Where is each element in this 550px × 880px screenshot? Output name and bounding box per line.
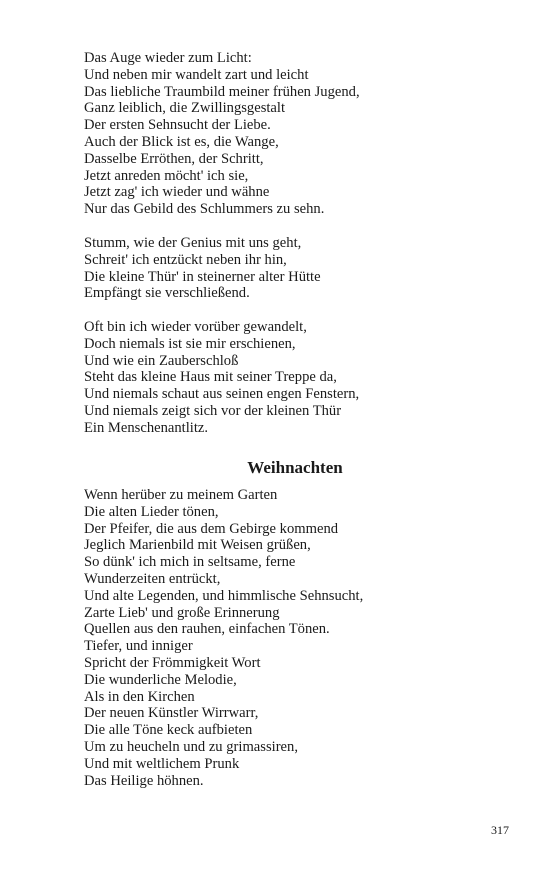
poem-line: Und neben mir wandelt zart und leicht (84, 66, 309, 83)
poem-line: Als in den Kirchen (84, 688, 195, 705)
poem-line: Das liebliche Traumbild meiner frühen Jugend, (84, 83, 360, 100)
poem-line: Stumm, wie der Genius mit uns geht, (84, 235, 302, 251)
poem-line: Das Auge wieder zum Licht: (84, 50, 252, 66)
poem-line: Wunderzeiten entrückt, (84, 570, 221, 587)
poem-line: Der ersten Sehnsucht der Liebe. (84, 117, 271, 134)
poem-line: Tiefer, und inniger (84, 638, 193, 655)
poem-line: Jetzt anreden möcht' ich sie, (84, 167, 249, 184)
poem-line: Die alten Lieder tönen, (84, 503, 219, 520)
poem-stanza-2 (84, 235, 321, 302)
poem-line: Und niemals schaut aus seinen engen Fenstern, (84, 386, 360, 403)
poem-line: Quellen aus den rauhen, einfachen Tönen. (84, 621, 330, 638)
poem-line: Wenn herüber zu meinem Garten (84, 487, 278, 503)
poem-line: Der Pfeifer, die aus dem Gebirge kommend (84, 520, 339, 537)
poem-line: So dünk' ich mich in seltsame, ferne (84, 554, 296, 571)
poem-line: Empfängt sie verschließend. (84, 285, 250, 302)
poem-line: Um zu heucheln und zu grimassiren, (84, 738, 298, 755)
poem-line: Schreit' ich entzückt neben ihr hin, (84, 251, 287, 268)
poem-line: Und alte Legenden, und himmlische Sehnsucht, (84, 587, 364, 604)
poem-line: Ein Menschenantlitz. (84, 419, 209, 436)
poem-title: Weihnachten (247, 458, 343, 477)
poem-line: Doch niemals ist sie mir erschienen, (84, 335, 296, 352)
poem-line: Jeglich Marienbild mit Weisen grüßen, (84, 537, 311, 554)
page-number: 317 (491, 823, 509, 837)
poem-line: Und mit weltlichem Prunk (84, 755, 240, 772)
poem-line: Jetzt zag' ich wieder und wähne (84, 184, 270, 201)
poem-stanza-3 (84, 319, 359, 437)
poem-line: Und niemals zeigt sich vor der kleinen Thür (84, 402, 342, 419)
poem-line: Der neuen Künstler Wirrwarr, (84, 705, 259, 722)
poem-line: Die kleine Thür' in steinerner alter Hütte (84, 268, 321, 285)
poem-line: Ganz leiblich, die Zwillingsgestalt (84, 100, 286, 117)
poem-line: Das Heilige höhnen. (84, 772, 204, 789)
poem-line: Zarte Lieb' und große Erinnerung (84, 604, 280, 621)
poem-line: Dasselbe Erröthen, der Schritt, (84, 150, 264, 167)
poem-line: Die wunderliche Melodie, (84, 671, 237, 688)
poem-line: Oft bin ich wieder vorüber gewandelt, (84, 319, 307, 335)
poem-line: Nur das Gebild des Schlummers zu sehn. (84, 201, 325, 218)
poem-line: Spricht der Frömmigkeit Wort (84, 654, 261, 671)
poem-line: Steht das kleine Haus mit seiner Treppe da, (84, 369, 337, 386)
poem-stanza-1 (84, 50, 360, 218)
poem-stanza-4 (84, 487, 363, 789)
poem-line: Die alle Töne keck aufbieten (84, 722, 253, 739)
poem-line: Auch der Blick ist es, die Wange, (84, 133, 279, 150)
poem-line: Und wie ein Zauberschloß (84, 352, 239, 369)
